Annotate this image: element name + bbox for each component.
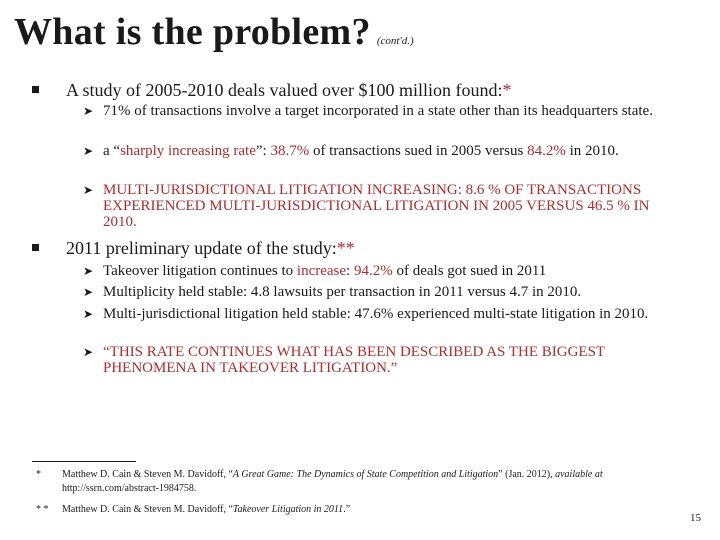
sub-bullet-item: [85, 263, 675, 279]
bullet-label: 2011 preliminary update of the study:: [66, 238, 337, 258]
footnote-marker: **: [336, 238, 355, 258]
arrow-bullet-icon: ➤: [83, 345, 94, 359]
sub-bullet-item: [85, 103, 675, 119]
footnote-title: A Great Game: The Dynamics of State Competition and Litigation: [232, 469, 499, 480]
item-text: MULTI-JURISDICTIONAL LITIGATION INCREASING: 8.6 % OF TRANSACTIONS EXPERIENCED MULTI-JURISDICTIONAL LITIGATION IN 2005 VERSUS 46.5 % IN 2010.: [103, 182, 650, 230]
sub-bullet-item: [85, 143, 675, 159]
arrow-bullet-icon: ➤: [83, 264, 94, 278]
square-bullet-icon: [32, 86, 39, 93]
item-highlight: increase: [296, 263, 347, 279]
footnote-authors: Matthew D. Cain & Steven M. Davidoff, “: [62, 504, 233, 515]
arrow-bullet-icon: ➤: [83, 144, 94, 158]
item-text: Multi-jurisdictional litigation held stable: 47.6% experienced multi-state litigation in 2010.: [103, 306, 649, 322]
item-text: :: [346, 263, 354, 279]
bullet-2011-update: [32, 238, 355, 259]
item-text: of transactions sued in 2005 versus: [309, 143, 528, 159]
bullet-label: A study of 2005-2010 deals valued over $100 million found:: [66, 80, 503, 100]
sub-bullet-item: [85, 306, 675, 322]
sub-bullet-item: [85, 182, 675, 230]
item-text: in 2010.: [565, 143, 619, 159]
item-text: Multiplicity held stable: 4.8 lawsuits per transaction in 2011 versus 4.7 in 2010.: [103, 284, 582, 300]
slide-title: [14, 10, 414, 54]
footnote-rest: .”: [343, 504, 351, 515]
footnote-rest: ” (Jan. 2012),: [498, 469, 556, 480]
item-text: of deals got sued in 2011: [392, 263, 547, 279]
footnote-marker: *: [502, 80, 512, 100]
footnote-available: available at: [555, 469, 603, 480]
footnote-authors: Matthew D. Cain & Steven M. Davidoff, “: [62, 469, 233, 480]
item-highlight: 84.2%: [527, 143, 566, 159]
sub-bullet-item: [85, 284, 675, 300]
arrow-bullet-icon: ➤: [83, 183, 94, 197]
footnote-divider: [32, 461, 136, 462]
footnote-1: [36, 468, 676, 496]
item-text: a “: [103, 143, 121, 159]
arrow-bullet-icon: ➤: [83, 285, 94, 299]
item-highlight: 94.2%: [353, 263, 393, 279]
item-text: “THIS RATE CONTINUES WHAT HAS BEEN DESCRIBED AS THE BIGGEST PHENOMENA IN TAKEOVER LITIGATION.”: [103, 344, 605, 376]
footnote-2: [36, 503, 676, 517]
item-highlight: sharply increasing rate: [120, 143, 256, 159]
page-number: 15: [690, 512, 701, 524]
sub-bullet-item: [85, 344, 675, 376]
item-highlight: 38.7%: [270, 143, 310, 159]
square-bullet-icon: [32, 244, 39, 251]
arrow-bullet-icon: ➤: [83, 307, 94, 321]
footnote-url[interactable]: http://ssrn.com/abstract-1984758.: [62, 483, 197, 494]
slide-title-main: What is the problem?: [14, 11, 371, 53]
slide-title-sub: (cont'd.): [376, 35, 414, 47]
item-text: 71% of transactions involve a target incorporated in a state other than its headquarters state.: [103, 103, 653, 119]
item-text: Takeover litigation continues to: [103, 263, 297, 279]
bullet-study-2005-2010: [32, 80, 511, 101]
footnote-mark: * *: [36, 504, 49, 515]
item-text: ”:: [255, 143, 271, 159]
arrow-bullet-icon: ➤: [83, 104, 94, 118]
footnote-mark: *: [36, 469, 41, 480]
footnote-title: Takeover Litigation in 2011: [232, 504, 344, 515]
